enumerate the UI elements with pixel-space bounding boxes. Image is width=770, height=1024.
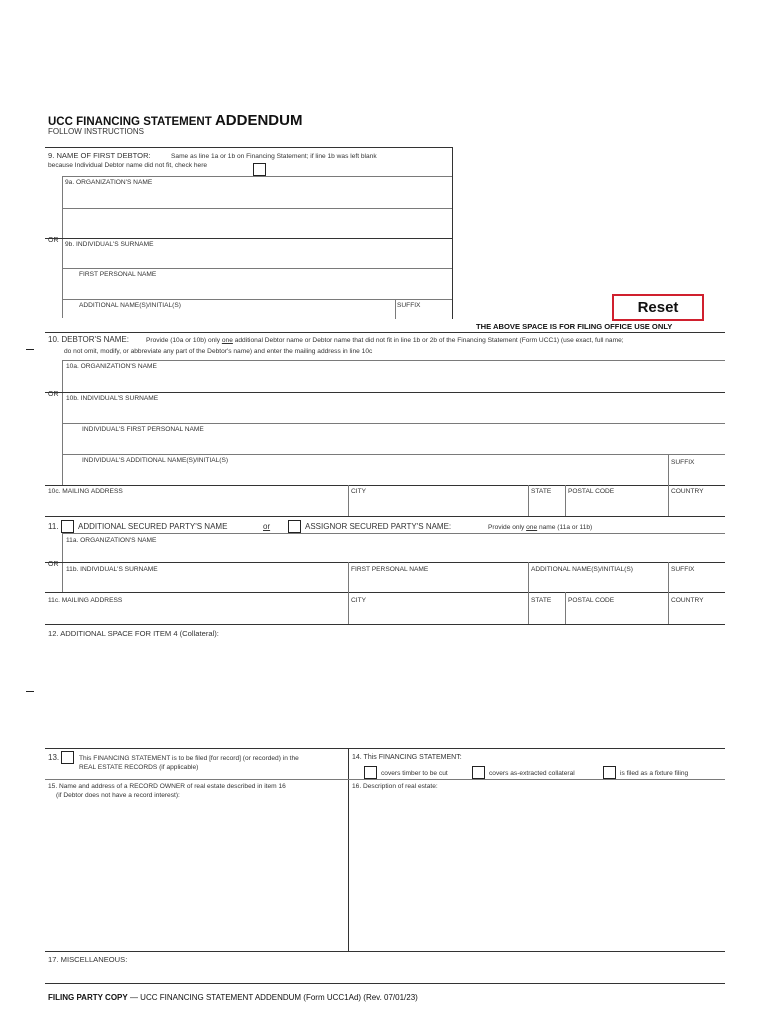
item10-additional-field[interactable] [63,465,667,484]
item16-real-estate-field[interactable] [350,793,724,948]
follow-instructions: FOLLOW INSTRUCTIONS [48,127,145,136]
item11-assignor-label: ASSIGNOR SECURED PARTY'S NAME: [305,522,452,531]
item14-label: 14. This FINANCING STATEMENT: [352,754,462,761]
item11a-org-name-field[interactable] [63,545,724,561]
item14-timber-label: covers timber to be cut [381,770,448,777]
item11c-postal-field[interactable] [566,606,667,623]
item14-fixture-checkbox[interactable] [603,766,616,779]
item10-or-label: OR [48,391,59,398]
item10a-org-name-field[interactable] [63,371,724,391]
item11-suffix-label: SUFFIX [671,566,695,573]
item11-additional-field[interactable] [529,575,667,591]
item11c-country-label: COUNTRY [671,597,704,604]
item9-additional-line [62,299,452,300]
item9-additional-label: ADDITIONAL NAME(S)/INITIAL(S) [79,302,181,309]
item11-or-label: OR [48,561,59,568]
item11b-surname-field[interactable] [63,575,347,591]
item10-heading: 10. DEBTOR'S NAME: [48,335,129,344]
item10-note-line2: do not omit, modify, or abbreviate any part of the Debtor's name) and enter the mailing address in line 10c [64,348,373,355]
item10-note-part-a: Provide (10a or 10b) only [146,337,222,344]
item10c-top-line [45,485,725,486]
item11-number: 11. [48,522,59,531]
item9a-top-line [62,176,452,177]
item10-note-part-b: additional Debtor name or Debtor name that did not fit in line 1b or 2b of the Financing Statement (Form UCC1) (use exact, full name; [232,337,624,344]
item10c-city-label: CITY [351,488,367,495]
item13-line1: This FINANCING STATEMENT is to be filed [for record] (or recorded) in the [79,755,299,762]
item9-same-as-checkbox[interactable] [253,163,266,176]
item11-assignor-checkbox[interactable] [288,520,301,533]
item11-note [488,523,592,532]
margin-fold-mark [26,691,34,692]
item11-additional-checkbox[interactable] [61,520,74,533]
item9-first-label: FIRST PERSONAL NAME [79,271,157,278]
item11b-top-line [45,562,725,563]
item11a-label: 11a. ORGANIZATION'S NAME [66,537,157,544]
item10-first-line [62,423,725,424]
item12-label: 12. ADDITIONAL SPACE FOR ITEM 4 (Collateral): [48,629,219,638]
item9-top-border [45,147,453,148]
item13-number: 13. [48,753,60,762]
item10c-postal-label: POSTAL CODE [568,488,615,495]
item9b-top-line [45,238,452,239]
item10c-country-field[interactable] [669,497,724,515]
item10b-surname-field[interactable] [63,403,724,422]
item15-record-owner-field[interactable] [46,802,347,948]
item10-note-line1 [146,336,624,345]
item9-suffix-field[interactable] [396,310,451,319]
item14-extracted-checkbox[interactable] [472,766,485,779]
item17-label: 17. MISCELLANEOUS: [48,955,128,964]
item10-additional-line [62,454,725,455]
item11a-top-line [62,533,725,534]
item9b-label: 9b. INDIVIDUAL'S SURNAME [65,241,154,248]
reset-button[interactable]: Reset [612,294,704,321]
item9-first-line [62,268,452,269]
item11-note-part-b: name (11a or 11b) [537,524,593,531]
item10c-mailing-field[interactable] [46,497,347,515]
footer-copy-label: FILING PARTY COPY [48,993,128,1002]
form-title-suffix: ADDENDUM [214,112,303,129]
item11c-city-field[interactable] [349,606,527,623]
item11-suffix-field[interactable] [669,575,724,591]
item10c-state-field[interactable] [529,497,564,515]
item13-real-estate-checkbox[interactable] [61,751,74,764]
item15-line2: (if Debtor does not have a record interest): [56,792,180,799]
item14-fixture-label: is filed as a fixture filing [620,770,689,777]
item10-first-label: INDIVIDUAL'S FIRST PERSONAL NAME [82,426,204,433]
item9-right-border [452,147,453,319]
item10c-country-label: COUNTRY [671,488,704,495]
item9a-org-name-field-2[interactable] [63,209,451,237]
item11-top-border [45,516,725,517]
form-title-prefix: UCC FINANCING STATEMENT [48,116,215,128]
item11-first-name-field[interactable] [349,575,527,591]
item11c-state-field[interactable] [529,606,564,623]
item11c-postal-label: POSTAL CODE [568,597,615,604]
item10b-label: 10b. INDIVIDUAL'S SURNAME [66,395,159,402]
item11c-top-line [45,592,725,593]
item11-note-one: one [526,524,538,531]
item14-extracted-label: covers as-extracted collateral [489,770,575,777]
item11c-state-label: STATE [531,597,552,604]
item11b-label: 11b. INDIVIDUAL'S SURNAME [66,566,158,573]
item11-first-label: FIRST PERSONAL NAME [351,566,429,573]
item9-or-label: OR [48,237,59,244]
item10-additional-label: INDIVIDUAL'S ADDITIONAL NAME(S)/INITIAL(S) [82,457,229,464]
item9-first-name-field[interactable] [63,279,451,298]
item10-first-name-field[interactable] [63,434,724,453]
item10c-state-label: STATE [531,488,552,495]
item10c-label: 10c. MAILING ADDRESS [48,488,123,495]
item10a-label: 10a. ORGANIZATION'S NAME [66,363,157,370]
item16-label: 16. Description of real estate: [352,783,438,790]
item9-note-line2: because Individual Debtor name did not fit, check here [48,162,208,169]
footer-copy-line [48,993,418,1002]
item9-suffix-label: SUFFIX [397,302,421,309]
item10c-city-field[interactable] [349,497,527,515]
item9a-label: 9a. ORGANIZATION'S NAME [65,179,153,186]
item13-line2: REAL ESTATE RECORDS (if applicable) [79,764,199,771]
item17-misc-field[interactable] [46,965,724,981]
filing-office-note: THE ABOVE SPACE IS FOR FILING OFFICE USE ONLY [476,322,673,331]
item13-top-border [45,748,725,749]
item11-additional-label: ADDITIONAL NAME(S)/INITIAL(S) [531,566,633,573]
item10a-top-line [62,360,725,361]
item11-note-part-a: Provide only [488,524,527,531]
item10b-top-line [45,392,725,393]
item10-suffix-field[interactable] [669,468,724,484]
item12-collateral-field[interactable] [46,640,724,745]
item10c-postal-field[interactable] [566,497,667,515]
item10-note-one: one [221,337,233,344]
item9a-org-name-field[interactable] [63,187,451,207]
item9b-surname-field[interactable] [63,249,451,268]
item9-note-line1: Same as line 1a or 1b on Financing Statement; if line 1b was left blank [171,153,377,160]
item10-top-border [45,332,725,333]
item9-additional-field[interactable] [63,310,394,319]
item10-suffix-label: SUFFIX [671,459,695,466]
margin-fold-mark [26,349,34,350]
item11-or-word: or [263,522,271,531]
item11c-label: 11c. MAILING ADDRESS [48,597,123,604]
item11-additional-label: ADDITIONAL SECURED PARTY'S NAME [78,522,228,531]
item11c-mailing-field[interactable] [46,606,347,623]
item15-line1: 15. Name and address of a RECORD OWNER of real estate described in item 16 [48,783,286,790]
item14-timber-checkbox[interactable] [364,766,377,779]
item12-top-border [45,624,725,625]
item9-heading: 9. NAME OF FIRST DEBTOR: [48,151,151,160]
footer-copy-rest: — UCC FINANCING STATEMENT ADDENDUM (Form UCC1Ad) (Rev. 07/01/23) [127,993,418,1002]
item11c-country-field[interactable] [669,606,724,623]
item11c-city-label: CITY [351,597,367,604]
item15-top-line [45,779,725,780]
item17-bottom-border [45,983,725,984]
item17-top-border [45,951,725,952]
